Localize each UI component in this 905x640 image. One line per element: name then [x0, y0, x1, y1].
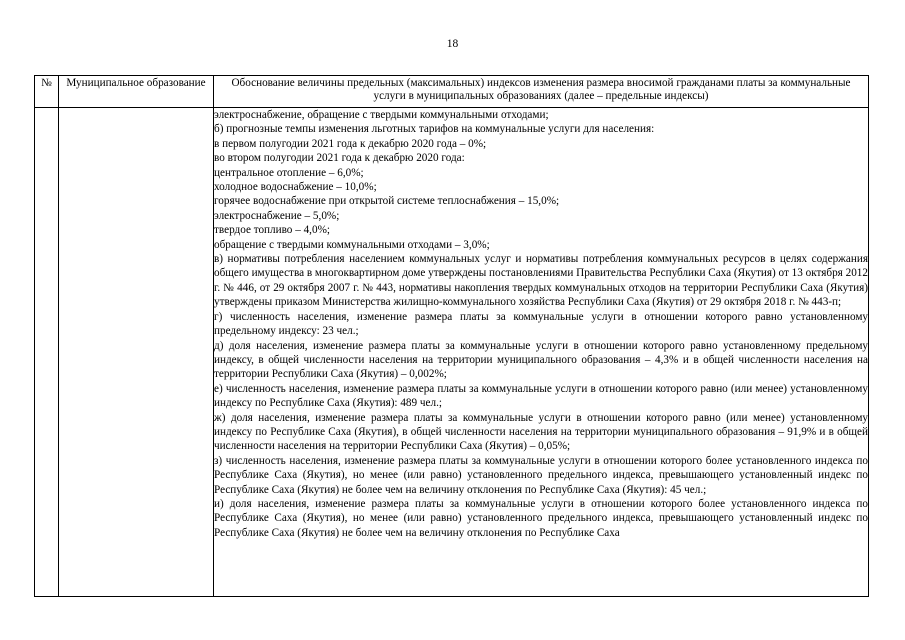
paragraph: электроснабжение, обращение с твердыми коммунальными отходами; — [214, 109, 549, 121]
paragraph: обращение с твердыми коммунальными отходами – 3,0%; — [214, 238, 490, 251]
paragraph: электроснабжение – 5,0%; — [214, 209, 340, 222]
header-justification: Обоснование величины предельных (максимальных) индексов изменения размера вносимой гражданами платы за коммунальные услуги в муниципальных образованиях (далее – предельные индексы) — [214, 76, 869, 108]
paragraph: твердое топливо – 4,0%; — [214, 224, 330, 237]
cell-municipality — [59, 108, 214, 597]
paragraph: холодное водоснабжение – 10,0%; — [214, 181, 377, 194]
paragraph: ж) доля населения, изменение размера платы за коммунальные услуги в отношении которого равно (или менее) установленному индексу по Республике Саха (Якутия), в общей численности населения на территории муниципального образования – 91,9% и в общей численности населения на территории Республики Саха (Якутия) – 0,05%; — [214, 411, 868, 453]
cell-justification — [214, 108, 869, 597]
justification-table — [34, 75, 869, 597]
paragraph: и) доля населения, изменение размера платы за коммунальные услуги в отношении которого более установленного индекса по Республике Саха (Якутия), но менее (или равно) установленного предельного индекса, превышающего установленный индекс по Республике Саха (Якутия) не более чем на величину отклонения по Республике Саха — [214, 497, 868, 539]
table-row — [35, 108, 869, 597]
header-number: № — [35, 76, 59, 108]
paragraph: з) численность населения, изменение размера платы за коммунальные услуги в отношении которого более установленного индекса по Республике Саха (Якутия), но менее (или равно) установленного предельного индекса, превышающего установленный индекс по Республике Саха (Якутия) не более чем на величину отклонения по Республике Саха (Якутия): 45 чел.; — [214, 454, 868, 496]
paragraph: в первом полугодии 2021 года к декабрю 2020 года – 0%; — [214, 137, 487, 150]
cell-number — [35, 108, 59, 597]
paragraph: горячее водоснабжение при открытой системе теплоснабжения – 15,0%; — [214, 195, 560, 208]
paragraph: во втором полугодии 2021 года к декабрю 2020 года: — [214, 152, 465, 165]
page-number: 18 — [446, 38, 459, 50]
header-municipality: Муниципальное образование — [59, 76, 214, 108]
paragraph: д) доля населения, изменение размера платы за коммунальные услуги в отношении которого равно установленному предельному индексу, в общей численности населения на территории муниципального образования – 4,3% и в общей численности населения на территории Республики Саха (Якутия) – 0,002%; — [214, 339, 868, 381]
paragraph: е) численность населения, изменение размера платы за коммунальные услуги в отношении которого равно (или менее) установленному индексу по Республике Саха (Якутия): 489 чел.; — [214, 382, 868, 410]
paragraph: центральное отопление – 6,0%; — [214, 166, 364, 179]
paragraph: г) численность населения, изменение размера платы за коммунальные услуги в отношении которого равно установленному предельному индексу: 23 чел.; — [214, 310, 868, 338]
table-header-row — [35, 76, 869, 108]
paragraph: в) нормативы потребления населением коммунальных услуг и нормативы потребления коммунальных ресурсов в целях содержания общего имущества в многоквартирном доме утверждены постановлениями Правительства Республики Саха (Якутия) от 13 октября 2012 г. № 446, от 29 октября 2007 г. № 443, нормативы накопления твердых коммунальных отходов на территории Республики Саха (Якутия) утверждены приказом Министерства жилищно-коммунального хозяйства Республики Саха (Якутия) от 29 октября 2018 г. № 443-п; — [214, 253, 868, 309]
paragraph: б) прогнозные темпы изменения льготных тарифов на коммунальные услуги для населения: — [214, 123, 655, 136]
justification-text — [214, 108, 868, 596]
